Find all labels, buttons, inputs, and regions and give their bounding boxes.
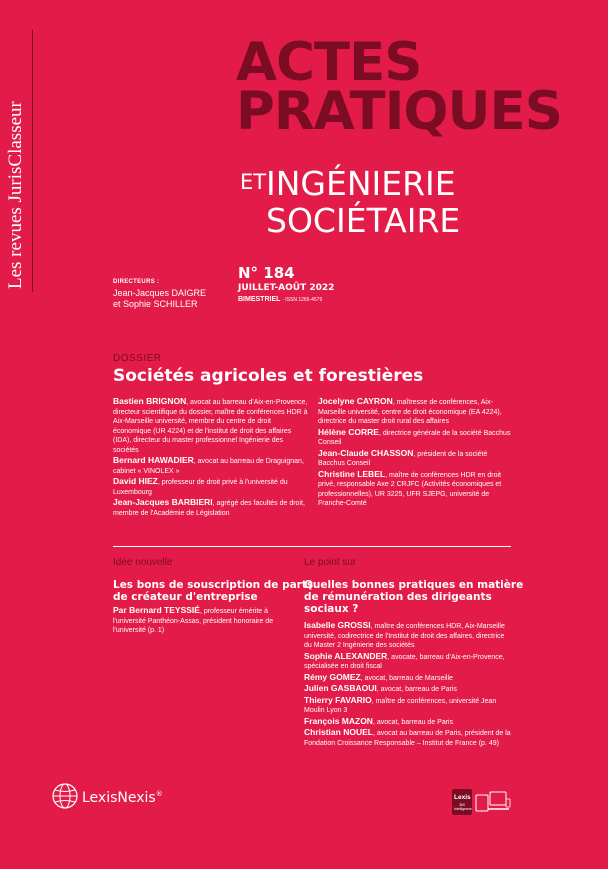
- author-description: , maître de conférences, université Jean Moulin Lyon 3: [304, 697, 497, 714]
- author-name: Jean-Jacques BARBIERI: [113, 497, 213, 507]
- devices-icon: [475, 791, 511, 813]
- badge-box: [452, 789, 472, 815]
- author-description: , avocate, barreau d'Aix-en-Provence, spécialisée en droit fiscal: [304, 653, 505, 670]
- idee-title-line-1: Les bons de souscription de parts: [113, 579, 314, 591]
- author-entry: [304, 728, 514, 748]
- directors-label: DIRECTEURS :: [113, 279, 160, 285]
- badge-subtext: 360 Intelligence: [454, 803, 472, 811]
- author-name: Christine LEBEL: [318, 468, 386, 479]
- publisher-name-text: LexisNexis: [82, 790, 156, 806]
- title-connector: ET: [240, 170, 267, 194]
- author-entry: [113, 456, 308, 476]
- author-entry: [304, 684, 514, 695]
- author-entry: [113, 498, 308, 518]
- byline-author: Bernard TEYSSIÉ: [129, 605, 200, 615]
- author-entry: [304, 696, 514, 716]
- lexisnexis-logo: [52, 783, 163, 814]
- lexisnexis-globe-icon: [52, 783, 78, 809]
- idee-title-line-2: de créateur d'entreprise: [113, 591, 258, 603]
- dossier-authors-left: [113, 397, 308, 519]
- idee-nouvelle-byline: [113, 606, 298, 636]
- director-line-2: et Sophie SCHILLER: [113, 299, 198, 309]
- issn: · ISSN 1265-4579: [282, 297, 323, 303]
- series-name: [0, 0, 32, 300]
- dossier-label: DOSSIER: [113, 353, 162, 364]
- author-name: Bernard HAWADIER: [113, 455, 194, 465]
- author-description: , avocat au barreau d'Aix-en-Provence, directeur scientifique du dossier, maître de conférences HDR à Aix-Marseille université, membre du centre de droit économique (UR 4224) et de l'institut de droit des affaires (IDA), directeur du master professionnel Ingénierie des sociétés: [113, 399, 308, 454]
- author-entry: [304, 652, 514, 672]
- author-name: Isabelle GROSSI: [304, 620, 371, 630]
- section-divider: [113, 546, 511, 547]
- issue-date: JUILLET-AOÛT 2022: [238, 283, 335, 293]
- author-name: Sophie ALEXANDER: [304, 650, 388, 661]
- vertical-divider: [32, 30, 33, 292]
- author-entry: [304, 621, 514, 651]
- issue-info: [238, 264, 334, 306]
- author-description: , avocat au barreau de Draguignan, cabinet « VINOLEX »: [113, 458, 304, 475]
- author-name: Julien GASBAOUI: [304, 683, 377, 693]
- author-name: François MAZON: [304, 715, 373, 726]
- title-line-pratiques: PRATIQUES: [236, 81, 562, 142]
- author-name: Jocelyne CAYRON: [318, 396, 393, 406]
- author-entry: [318, 449, 513, 469]
- author-description: , maîtresse de conférences, Aix-Marseille université, centre de droit économique (EA 4224), directrice du master droit rural des affaires: [318, 399, 502, 425]
- publisher-name: [82, 790, 163, 806]
- author-entry: [318, 428, 513, 448]
- directors-block: [113, 277, 206, 310]
- author-name: Rémy GOMEZ: [304, 671, 361, 682]
- journal-subtitle: [266, 165, 460, 239]
- point-sur-authors: [304, 621, 514, 749]
- title-line-actes: ACTES: [236, 32, 422, 93]
- frequency-text: BIMESTRIEL: [238, 296, 281, 303]
- author-description: , avocat au barreau de Paris, président de la Fondation Croissance Responsable – Institut de France (p. 49): [304, 730, 511, 747]
- author-description: , avocat, barreau de Paris: [372, 718, 454, 726]
- director-line-1: Jean-Jacques DAIGRE: [113, 288, 207, 298]
- byline-prefix: Par: [113, 605, 130, 615]
- title-line-ingenierie: INGÉNIERIE: [266, 164, 456, 203]
- author-description: , professeur de droit privé à l'université du Luxembourg: [113, 479, 288, 496]
- author-description: , directrice générale de la société Bacchus Conseil: [318, 429, 511, 446]
- author-name: Bastien BRIGNON: [113, 396, 187, 406]
- point-sur-title: [304, 579, 523, 615]
- dossier-authors-right: [318, 397, 513, 510]
- issue-number: N° 184: [238, 264, 295, 282]
- dossier-title: Sociétés agricoles et forestières: [113, 366, 424, 386]
- idee-nouvelle-title: [113, 579, 313, 603]
- author-entry: [318, 470, 513, 509]
- author-entry: [304, 717, 514, 728]
- author-name: David HIEZ: [113, 476, 158, 486]
- author-description: , avocat, barreau de Paris: [376, 686, 457, 693]
- series-name-text: Les revues JurisClasseur: [5, 101, 26, 289]
- author-name: Hélène CORRE: [318, 426, 379, 437]
- publisher-mark: ®: [155, 790, 163, 798]
- author-name: Thierry FAVARIO: [304, 694, 372, 705]
- issue-frequency: [238, 294, 334, 306]
- point-title-line-3: sociaux ?: [304, 603, 359, 615]
- author-description: , maître de conférences HDR en droit privé, responsable Axe 2 CRJFC (Activités économiques et professionnelles), UR 3225, UFR SJEPG, université de Franche-Comté: [318, 471, 502, 507]
- author-description: , avocat, barreau de Marseille: [360, 674, 453, 682]
- point-sur-label: Le point sur: [304, 557, 357, 568]
- author-entry: [304, 673, 514, 684]
- point-title-line-2: de rémunération des dirigeants: [304, 591, 492, 603]
- journal-title: [236, 32, 562, 142]
- author-entry: [113, 397, 308, 455]
- author-name: Christian NOUEL: [304, 727, 373, 737]
- author-description: , président de la société Bacchus Conseil: [318, 450, 488, 467]
- author-name: Jean-Claude CHASSON: [318, 447, 414, 458]
- point-title-line-1: Quelles bonnes pratiques en matière: [304, 579, 524, 591]
- title-line-societaire: SOCIÉTAIRE: [266, 201, 461, 240]
- idee-nouvelle-label: Idée nouvelle: [113, 557, 173, 568]
- author-description: , maître de conférences HDR, Aix-Marseille université, codirectrice de l'Institut de droit des affaires, directrice du Master 2 Ingénierie des sociétés: [304, 623, 505, 649]
- badge-text: Lexis: [454, 794, 471, 801]
- author-description: , agrégé des facultés de droit, membre de l'Académie de Législation: [113, 500, 305, 517]
- byline-desc: , professeur émérite à l'université Panthéon-Assas, président honoraire de l'université (p. 1): [113, 608, 274, 634]
- author-entry: [318, 397, 513, 427]
- author-entry: [113, 477, 308, 497]
